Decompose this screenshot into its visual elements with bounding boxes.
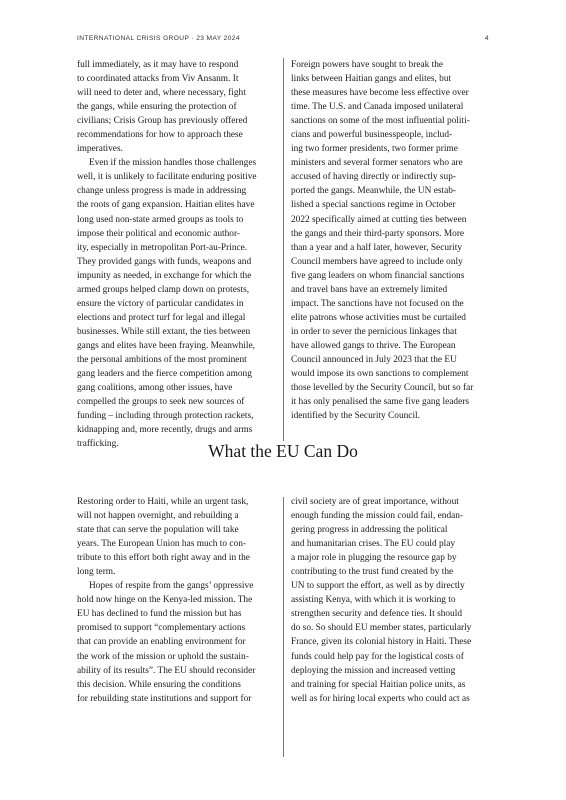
paragraph [291, 495, 487, 706]
text-line: ensure the victory of particular candidates in [77, 298, 244, 309]
column-divider-top [283, 58, 284, 441]
text-line: time. The U.S. and Canada imposed unilateral [291, 102, 464, 113]
text-line: hold now hinge on the Kenya-led mission. The [77, 595, 253, 606]
text-line: well, it is unlikely to facilitate enduring positive [77, 172, 257, 183]
text-line: gang leaders and the fierce competition among [77, 369, 252, 380]
text-line: a major role in plugging the resource gap by [291, 553, 457, 564]
text-line: deploying the mission and increased vetting [291, 665, 456, 676]
paragraph [291, 58, 487, 423]
text-line: have allowed gangs to thrive. The European [291, 340, 456, 351]
text-line: recommendations for how to approach these [77, 130, 243, 141]
text-line: France, given its colonial history in Haiti. These [291, 637, 472, 648]
text-line: EU has declined to fund the mission but has [77, 609, 242, 620]
text-line: the work of the mission or uphold the sustain- [77, 651, 249, 662]
text-line: and training for special Haitian police units, as [291, 679, 466, 690]
section-heading: What the EU Can Do [208, 441, 358, 461]
text-line: ity, especially in metropolitan Port-au-Prince. [77, 242, 248, 253]
top-left-column [77, 58, 273, 451]
text-line: change unless progress is made in addressing [77, 186, 247, 197]
text-line: contributing to the trust fund created by the [291, 567, 454, 578]
text-line: and humanitarian crises. The EU could play [291, 539, 456, 550]
text-line: that can provide an enabling environment for [77, 637, 246, 648]
text-line: in order to sever the pernicious linkages that [291, 326, 457, 337]
text-line: funding – including through protection rackets, [77, 411, 254, 422]
text-line: do so. So should EU member states, particularly [291, 623, 472, 634]
text-line: the gangs, while ensuring the protection of [77, 102, 237, 113]
text-line: those levelled by the Security Council, but so far [291, 383, 474, 394]
text-line: civilians; Crisis Group has previously offered [77, 116, 248, 127]
text-line: assisting Kenya, with which it is working to [291, 595, 456, 606]
text-line: civil society are of great importance, without [291, 497, 459, 507]
column-divider-bottom [283, 497, 284, 757]
text-line: and travel bans have an extremely limited [291, 284, 448, 295]
text-line: enough funding the mission could fail, endan- [291, 511, 464, 522]
text-line: sanctions on some of the most influential politi- [291, 116, 470, 127]
text-line: Council members have agreed to include only [291, 256, 463, 267]
bottom-right-column [291, 495, 487, 706]
text-line: years. The European Union has much to con- [77, 539, 247, 550]
text-line: 2022 specifically aimed at cutting ties between [291, 214, 467, 225]
text-line: strengthen security and defence ties. It should [291, 609, 462, 620]
paragraph [77, 579, 273, 705]
text-line: than a year and a half later, however, Security [291, 242, 462, 253]
text-line: the gangs and their third-party sponsors. More [291, 228, 465, 239]
text-line: trafficking. [77, 439, 119, 450]
text-line: elite patrons whose activities must be curtailed [291, 312, 466, 323]
page-number: 4 [484, 35, 489, 42]
text-line: impact. The sanctions have not focused on the [291, 298, 464, 309]
text-line: the roots of gang expansion. Haitian elites have [77, 200, 255, 211]
text-line: identified by the Security Council. [291, 411, 420, 422]
text-line: imperatives. [77, 144, 123, 155]
text-line: ability of its results”. The EU should reconsider [77, 665, 256, 676]
text-line: long used non-state armed groups as tools to [77, 214, 244, 225]
header-publication-date: INTERNATIONAL CRISIS GROUP · 23 MAY 2024 [77, 35, 240, 42]
text-line: ing two former presidents, two former prime [291, 144, 458, 155]
text-line: Foreign powers have sought to break the [291, 60, 444, 70]
text-line: these measures have become less effective over [291, 88, 469, 99]
text-line: elections and protect turf for legal and illegal [77, 312, 246, 323]
text-line: businesses. While still extant, the ties between [77, 326, 251, 337]
top-right-column [291, 58, 487, 423]
text-line: promised to support “complementary actions [77, 623, 246, 634]
running-header [77, 35, 489, 42]
text-line: Hopes of respite from the gangs’ oppressive [89, 581, 254, 592]
text-line: compelled the groups to seek new sources of [77, 397, 245, 408]
paragraph [77, 156, 273, 451]
text-line: to coordinated attacks from Viv Ansanm. It [77, 74, 239, 85]
text-line: this decision. While ensuring the conditions [77, 679, 241, 690]
paragraph [77, 495, 273, 579]
text-line: cians and powerful businesspeople, includ- [291, 130, 453, 141]
text-line: will not happen overnight, and rebuilding a [77, 511, 239, 522]
text-line: full immediately, as it may have to respond [77, 60, 239, 70]
text-line: kidnapping and, more recently, drugs and arms [77, 425, 253, 436]
text-line: five gang leaders on whom financial sanctions [291, 270, 465, 281]
text-line: funds could help pay for the logistical costs of [291, 651, 464, 662]
text-line: They provided gangs with funds, weapons and [77, 256, 252, 267]
text-line: accused of having directly or indirectly sup- [291, 172, 457, 183]
text-line: well as for hiring local experts who could act as [291, 693, 470, 704]
text-line: lished a special sanctions regime in October [291, 200, 456, 211]
text-line: state that can serve the population will take [77, 525, 239, 536]
text-line: ported the gangs. Meanwhile, the UN estab- [291, 186, 457, 197]
text-line: impunity as needed, in exchange for which the [77, 270, 252, 281]
text-line: long term. [77, 567, 116, 578]
text-line: Council announced in July 2023 that the EU [291, 354, 457, 365]
text-line: armed groups helped clamp down on protests, [77, 284, 250, 295]
text-line: gang coalitions, among other issues, have [77, 383, 233, 394]
text-line: it has only penalised the same five gang leaders [291, 397, 469, 408]
text-line: UN to support the effort, as well as by directly [291, 581, 465, 592]
bottom-left-column [77, 495, 273, 706]
text-line: will need to deter and, where necessary, fight [77, 88, 246, 99]
text-line: would impose its own sanctions to complement [291, 369, 469, 380]
text-line: the personal ambitions of the most prominent [77, 354, 247, 365]
text-line: Restoring order to Haiti, while an urgent task, [77, 497, 249, 507]
text-line: tribute to this effort both right away and in the [77, 553, 250, 564]
text-line: links between Haitian gangs and elites, but [291, 74, 452, 85]
text-line: Even if the mission handles those challenges [89, 158, 257, 169]
text-line: for rebuilding state institutions and support for [77, 693, 252, 704]
text-line: gangs and elites have been fraying. Meanwhile, [77, 340, 255, 351]
text-line: gering progress in addressing the political [291, 525, 448, 536]
text-line: impose their political and economic author- [77, 228, 241, 239]
text-line: ministers and several former senators who are [291, 158, 463, 169]
paragraph [77, 58, 273, 156]
